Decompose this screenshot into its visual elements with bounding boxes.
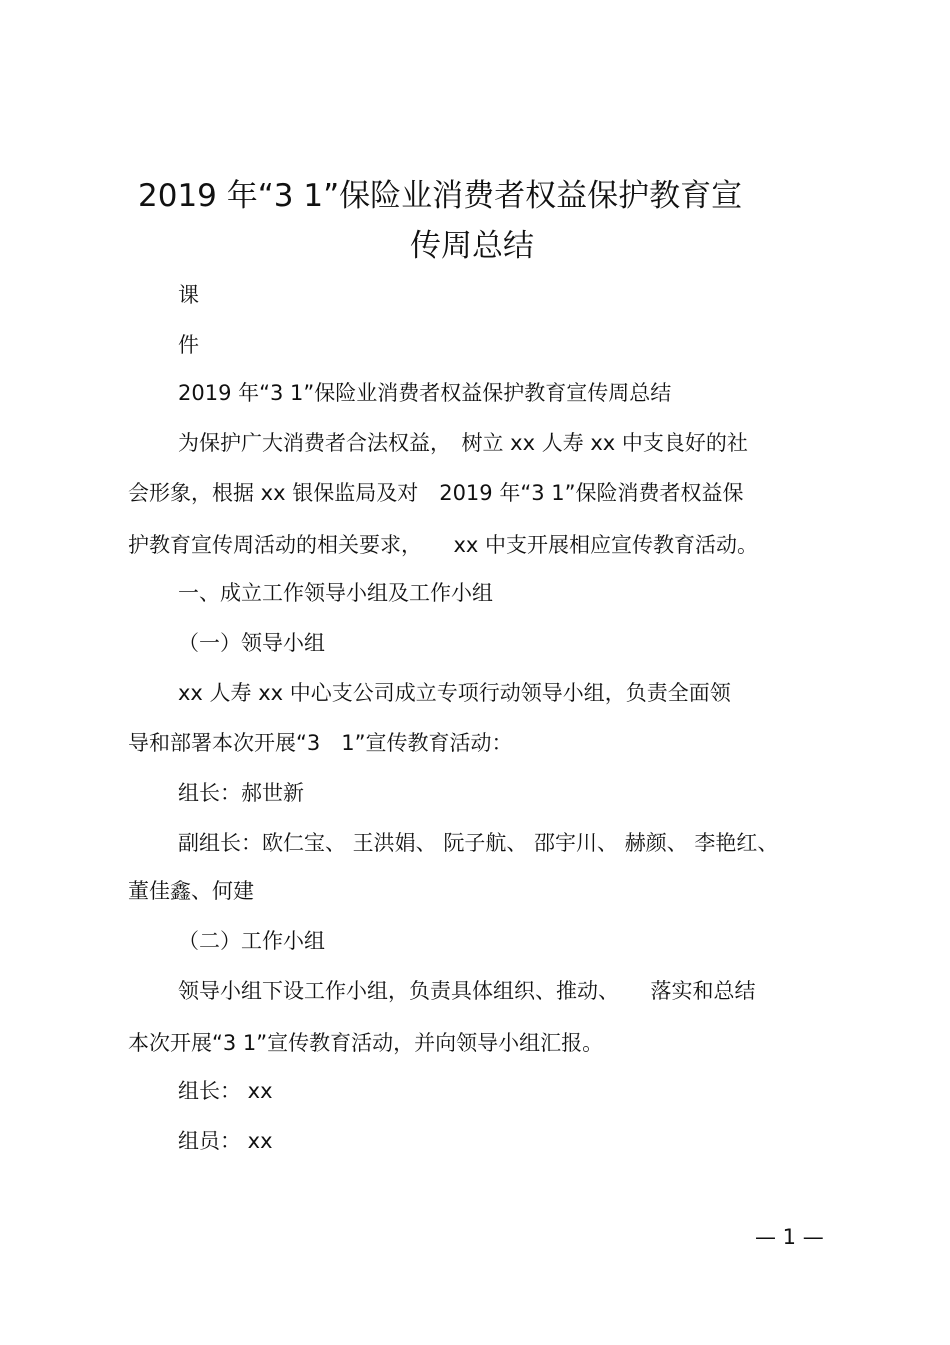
subsection-2-text-line-2: 本次开展“3 1”宣传教育活动，并向领导小组汇报。 xyxy=(128,1031,604,1055)
label-ke: 课 xyxy=(178,283,199,307)
work-member-line: 组员： xx xyxy=(178,1129,273,1153)
section-1-heading: 一、成立工作领导小组及工作小组 xyxy=(178,581,493,605)
intro-line-1: 为保护广大消费者合法权益， 树立 xx 人寿 xx 中支良好的社 xyxy=(178,431,748,455)
document-subtitle: 2019 年“3 1”保险业消费者权益保护教育宣传周总结 xyxy=(178,381,672,405)
subsection-2-heading: （二）工作小组 xyxy=(178,929,325,953)
deputy-line-1: 副组长：欧仁宝、 王洪娟、 阮子航、 邵宇川、 赫颜、 李艳红、 xyxy=(178,831,779,855)
intro-line-2: 会形象，根据 xx 银保监局及对 2019 年“3 1”保险消费者权益保 xyxy=(128,481,744,505)
deputy-line-2: 董佳鑫、何建 xyxy=(128,879,254,903)
subsection-2-text-line-1: 领导小组下设工作小组，负责具体组织、推动、 落实和总结 xyxy=(178,979,756,1003)
leader-line: 组长：郝世新 xyxy=(178,781,304,805)
document-title-line-1: 2019 年“3 1”保险业消费者权益保护教育宣 xyxy=(138,178,743,214)
subsection-1-text-line-2: 导和部署本次开展“3 1”宣传教育活动： xyxy=(128,731,513,755)
intro-line-3: 护教育宣传周活动的相关要求， xx 中支开展相应宣传教育活动。 xyxy=(128,533,759,557)
work-leader-line: 组长： xx xyxy=(178,1079,273,1103)
label-jian: 件 xyxy=(178,333,199,357)
page-number: — 1 — xyxy=(755,1225,824,1249)
subsection-1-text-line-1: xx 人寿 xx 中心支公司成立专项行动领导小组，负责全面领 xyxy=(178,681,731,705)
subsection-1-heading: （一）领导小组 xyxy=(178,631,325,655)
document-title-line-2: 传周总结 xyxy=(410,228,534,264)
